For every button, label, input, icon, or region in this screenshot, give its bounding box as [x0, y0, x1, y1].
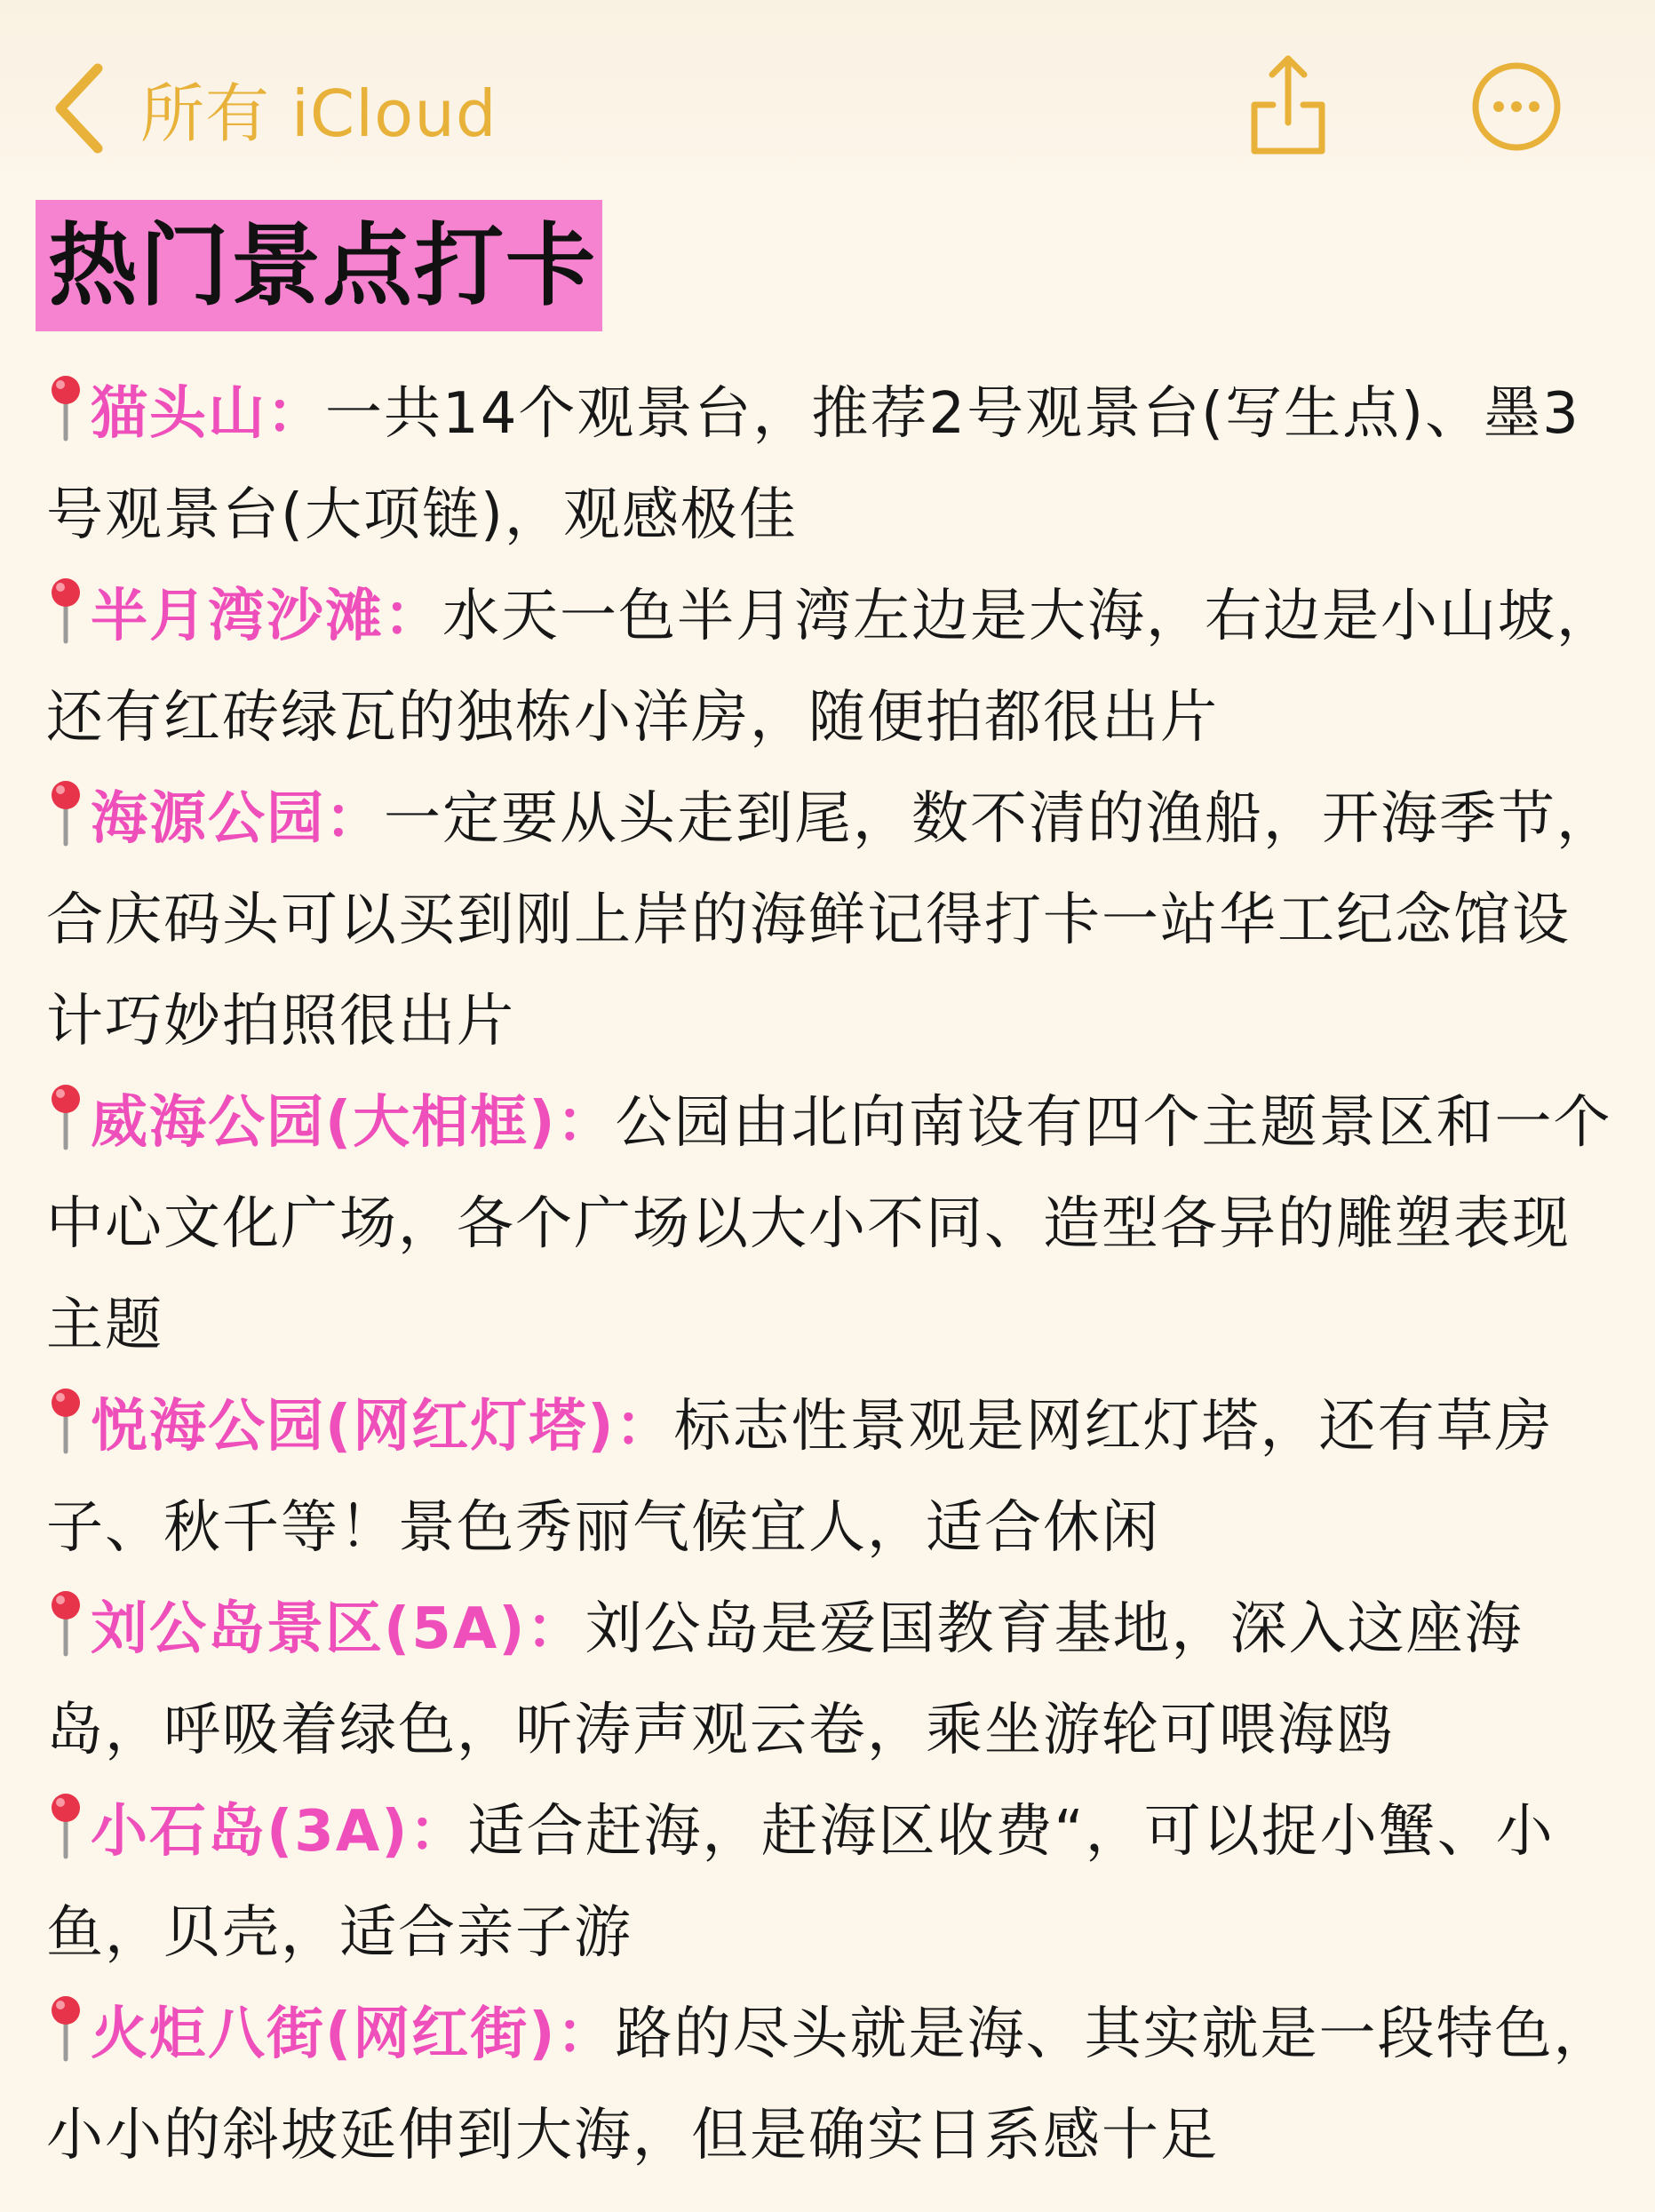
map-pin-icon [46, 1792, 85, 1859]
spot-entry [46, 1579, 1619, 1781]
spot-name: 火炬八街(网红街)： [91, 2001, 616, 2067]
navigation-bar [0, 0, 1655, 169]
map-pin-icon [46, 374, 85, 442]
note-title: 热门景点打卡 [48, 213, 598, 318]
spot-description: 路的尽头就是海、其实就是一段特色，小小的斜坡延伸到大海，但是确实日系感十足 [46, 2001, 1612, 2168]
map-pin-icon [46, 779, 85, 847]
spot-entry [46, 1376, 1619, 1579]
spot-name: 海源公园： [91, 786, 384, 852]
spot-entry [46, 768, 1619, 1072]
spot-name: 小石岛(3A)： [91, 1799, 468, 1865]
back-button[interactable] [52, 55, 497, 162]
map-pin-icon [46, 577, 85, 644]
back-button-label: 所有 iCloud [140, 76, 497, 151]
map-pin-icon [46, 1387, 85, 1454]
map-pin-icon [46, 1589, 85, 1657]
more-options-button[interactable] [1470, 60, 1563, 153]
spot-description: 刘公岛是爱国教育基地，深入这座海岛，呼吸着绿色，听涛声观云卷，乘坐游轮可喂海鸥 [46, 1596, 1524, 1763]
spot-description: 适合赶海，赶海区收费“，可以捉小蟹、小鱼，贝壳，适合亲子游 [46, 1799, 1555, 1966]
note-body [46, 363, 1619, 2186]
spot-description: 一定要从头走到尾，数不清的渔船，开海季节，合庆码头可以买到刚上岸的海鲜记得打卡一站华工纪念馆设计巧妙拍照很出片 [46, 786, 1615, 1054]
spot-description: 公园由北向南设有四个主题景区和一个中心文化广场，各个广场以大小不同、造型各异的雕塑表现主题 [46, 1090, 1612, 1358]
ellipsis-circle-icon [1470, 60, 1563, 153]
chevron-left-icon [52, 60, 107, 157]
map-pin-icon [46, 1083, 85, 1150]
spot-entry [46, 363, 1619, 566]
spot-entry [46, 1984, 1619, 2186]
spot-description: 标志性景观是网红灯塔，还有草房子、秋千等！景色秀丽气候宜人，适合休闲 [46, 1394, 1554, 1561]
spot-description: 水天一色半月湾左边是大海，右边是小山坡，还有红砖绿瓦的独栋小洋房，随便拍都很出片 [46, 584, 1615, 751]
map-pin-icon [46, 1994, 85, 2062]
spot-name: 半月湾沙滩： [91, 584, 442, 649]
spot-entry [46, 1781, 1619, 1984]
spot-entry [46, 566, 1619, 768]
spot-name: 悦海公园(网红灯塔)： [91, 1394, 674, 1460]
share-icon [1244, 52, 1333, 158]
spot-name: 威海公园(大相框)： [91, 1090, 616, 1156]
spot-name: 刘公岛景区(5A)： [91, 1596, 585, 1662]
spot-name: 猫头山： [91, 381, 325, 447]
spot-description: 一共14个观景台，推荐2号观景台(写生点)、墨3号观景台(大项链)，观感极佳 [46, 381, 1580, 548]
spot-entry [46, 1072, 1619, 1376]
share-button[interactable] [1244, 52, 1333, 158]
title-highlight [36, 200, 602, 331]
